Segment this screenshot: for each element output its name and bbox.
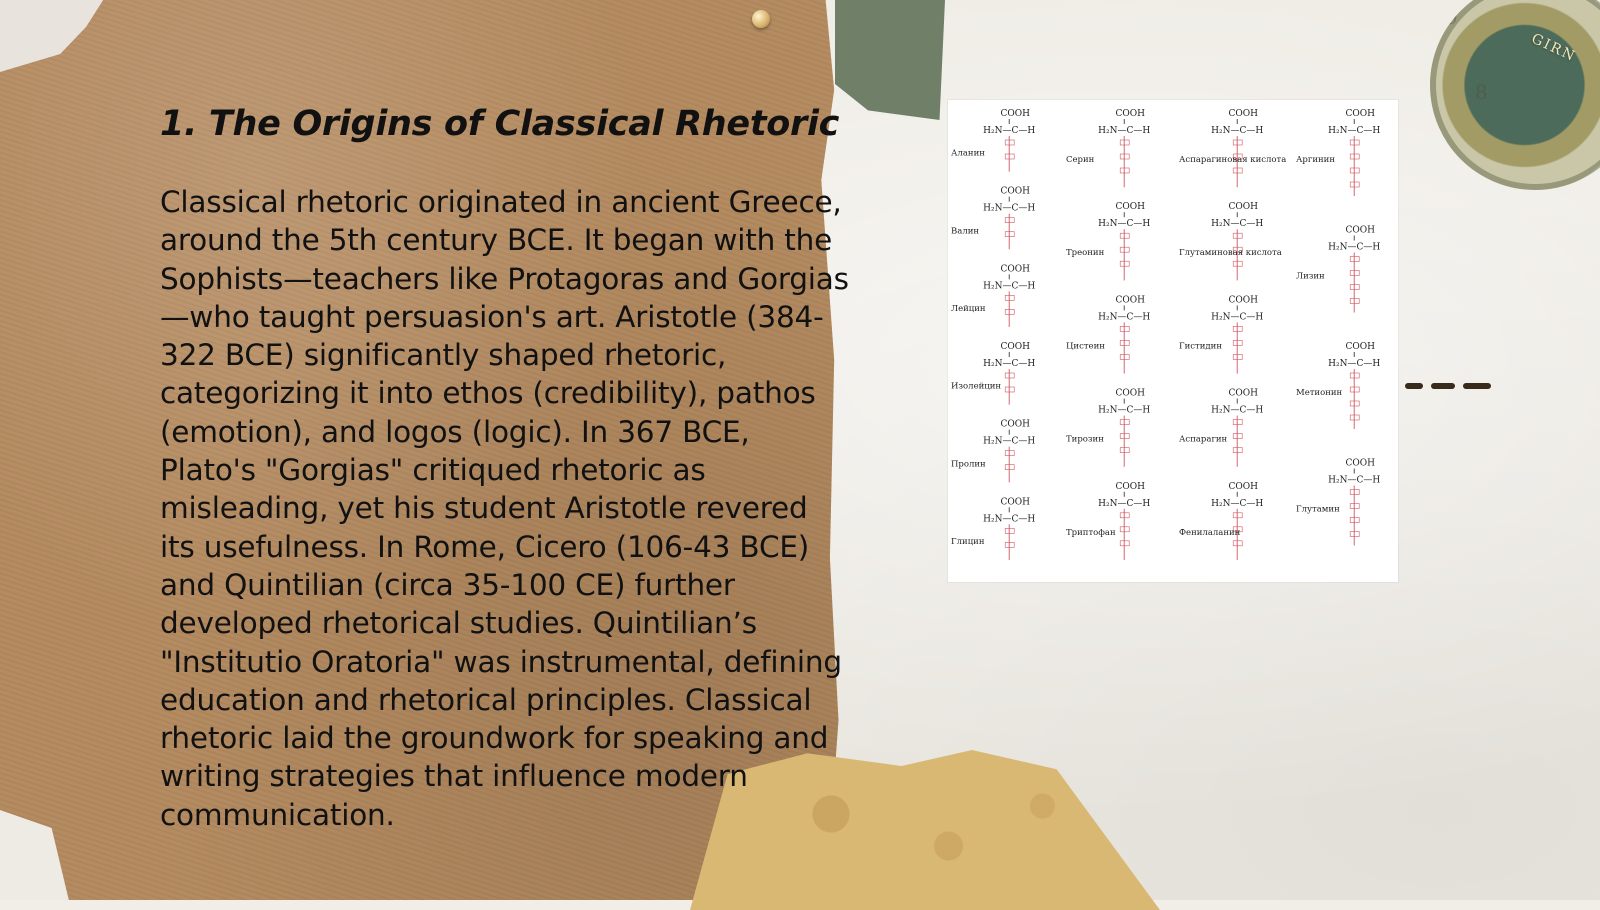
side-chain-group (1005, 387, 1014, 392)
cooh-label: COOH (1000, 419, 1030, 430)
cooh-label: COOH (1000, 342, 1030, 352)
backbone-label: H₂N—C—H (983, 126, 1036, 136)
backbone-label: H₂N—C—H (1211, 219, 1264, 230)
side-chain-group (1005, 309, 1014, 314)
side-chain-group (1233, 541, 1242, 546)
slide-body-text: Classical rhetoric originated in ancient Greece, around the 5th century BCE. It began with the Sophists—teachers like Protagoras and Gorgias—who taught persuasion's art. Aristotle (384-322 BCE) significantly shaped rhetoric, categorizing it into ethos (credibility), pathos (emotion), and logos (logic). In 367 BCE, Plato's "Gorgias" critiqued rhetoric as misleading, yet his student Aristotle revered its usefulness. In Rome, Cicero (106-43 BCE) and Quintilian (circa 35-100 CE) further developed rhetorical studies. Quintilian’s "Institutio Oratoria" was instrumental, defining education and rhetorical principles. Classical rhetoric laid the groundwork for speaking and writing strategies that influence modern communication. (160, 185, 849, 832)
side-chain-group (1350, 285, 1359, 290)
amino-acid-name: Изолейцин (951, 381, 1002, 392)
backbone-label: H₂N—C—H (983, 359, 1036, 369)
seal-number: 9 (1445, 5, 1458, 29)
amino-acid-name: Пролин (951, 459, 986, 470)
side-chain-group (1005, 218, 1014, 223)
side-chain-group (1120, 434, 1129, 439)
amino-acid-name: Глутаминовая кислота (1179, 248, 1282, 259)
backbone-label: H₂N—C—H (1098, 405, 1151, 416)
side-chain-group (1120, 140, 1129, 145)
cooh-label: COOH (1228, 388, 1258, 399)
cooh-label: COOH (1000, 109, 1030, 119)
side-chain-group (1005, 465, 1014, 470)
side-chain-group (1233, 513, 1242, 518)
backbone-label: H₂N—C—H (983, 281, 1036, 292)
side-chain-group (1350, 168, 1359, 173)
amino-acid-name: Серин (1066, 155, 1095, 165)
side-chain-group (1005, 451, 1014, 456)
side-chain-group (1005, 542, 1014, 547)
side-chain-group (1005, 140, 1014, 145)
pushpin-icon (752, 10, 770, 28)
side-chain-group (1350, 504, 1359, 509)
backbone-label: H₂N—C—H (1328, 475, 1381, 486)
amino-acid-name: Глутамин (1296, 504, 1340, 515)
side-chain-group (1350, 154, 1359, 159)
side-chain-group (1350, 271, 1359, 276)
side-chain-group (1350, 532, 1359, 537)
side-chain-group (1005, 528, 1014, 533)
side-chain-group (1233, 140, 1242, 145)
side-chain-group (1233, 354, 1242, 359)
backbone-label: H₂N—C—H (1098, 126, 1151, 136)
amino-acid-name: Аланин (951, 148, 985, 159)
amino-acid-name: Валин (951, 226, 980, 237)
backbone-label: H₂N—C—H (1098, 219, 1151, 230)
cooh-label: COOH (1228, 202, 1258, 213)
backbone-label: H₂N—C—H (1211, 312, 1264, 323)
side-chain-group (1350, 518, 1359, 523)
side-chain-group (1233, 261, 1242, 266)
side-chain-group (1120, 513, 1129, 518)
side-chain-group (1350, 490, 1359, 495)
side-chain-group (1233, 448, 1242, 453)
cooh-label: COOH (1345, 225, 1375, 236)
backbone-label: H₂N—C—H (983, 436, 1036, 447)
cooh-label: COOH (1115, 295, 1145, 306)
seal-number: 8 (1475, 80, 1488, 104)
side-chain-group (1350, 373, 1359, 378)
side-chain-group (1350, 401, 1359, 406)
side-chain-group (1120, 247, 1129, 252)
side-chain-group (1350, 182, 1359, 187)
cooh-label: COOH (1115, 481, 1145, 492)
cooh-label: COOH (1228, 481, 1258, 492)
amino-acid-structures-svg (948, 100, 1398, 582)
side-chain-group (1120, 340, 1129, 345)
side-chain-group (1120, 354, 1129, 359)
amino-acid-structures-figure (948, 100, 1398, 582)
side-chain-group (1120, 527, 1129, 532)
side-chain-group (1120, 168, 1129, 173)
side-chain-group (1350, 415, 1359, 420)
side-chain-group (1233, 340, 1242, 345)
amino-acid-name: Метионин (1296, 388, 1343, 398)
side-chain-group (1350, 257, 1359, 262)
side-chain-group (1120, 420, 1129, 425)
side-chain-group (1120, 541, 1129, 546)
backbone-label: H₂N—C—H (1098, 498, 1151, 509)
backbone-label: H₂N—C—H (1098, 312, 1151, 323)
cooh-label: COOH (1000, 264, 1030, 275)
amino-acid-name: Цистеин (1066, 341, 1105, 352)
backbone-label: H₂N—C—H (983, 514, 1036, 525)
amino-acid-name: Глицин (951, 536, 985, 547)
backbone-label: H₂N—C—H (1328, 126, 1381, 136)
side-chain-group (1233, 326, 1242, 331)
amino-acid-name: Аспарагин (1179, 434, 1228, 445)
amino-acid-name: Триптофан (1066, 527, 1116, 538)
cooh-label: COOH (1115, 388, 1145, 399)
cooh-label: COOH (1000, 186, 1030, 197)
side-chain-group (1233, 233, 1242, 238)
slide-title: 1. The Origins of Classical Rhetoric (160, 104, 840, 144)
side-chain-group (1350, 387, 1359, 392)
cooh-label: COOH (1115, 109, 1145, 119)
seal-text: GIRN (1528, 30, 1579, 66)
side-chain-group (1005, 295, 1014, 300)
backbone-label: H₂N—C—H (1211, 126, 1264, 136)
cooh-label: COOH (1228, 295, 1258, 306)
side-chain-group (1120, 154, 1129, 159)
amino-acid-name: Лизин (1296, 271, 1325, 282)
backbone-label: H₂N—C—H (1328, 242, 1381, 253)
side-chain-group (1005, 232, 1014, 237)
cooh-label: COOH (1345, 458, 1375, 469)
side-chain-group (1233, 420, 1242, 425)
backbone-label: H₂N—C—H (1328, 359, 1381, 369)
backbone-label: H₂N—C—H (1211, 498, 1264, 509)
side-chain-group (1005, 154, 1014, 159)
cooh-label: COOH (1115, 202, 1145, 213)
side-chain-group (1120, 448, 1129, 453)
amino-acid-name: Гистидин (1179, 341, 1222, 352)
side-chain-group (1005, 373, 1014, 378)
amino-acid-name: Треонин (1066, 248, 1105, 259)
backbone-label: H₂N—C—H (983, 203, 1036, 214)
side-chain-group (1120, 326, 1129, 331)
side-chain-group (1233, 168, 1242, 173)
backbone-label: H₂N—C—H (1211, 405, 1264, 416)
amino-acid-name: Аспарагиновая кислота (1179, 155, 1287, 165)
side-chain-group (1350, 299, 1359, 304)
cooh-label: COOH (1345, 342, 1375, 352)
amino-acid-name: Тирозин (1066, 434, 1104, 445)
amino-acid-name: Лейцин (951, 303, 986, 314)
side-chain-group (1233, 434, 1242, 439)
decorative-dashes (1405, 379, 1495, 391)
cooh-label: COOH (1345, 109, 1375, 119)
amino-acid-name: Фенилаланин (1179, 527, 1241, 538)
side-chain-group (1350, 140, 1359, 145)
cooh-label: COOH (1228, 109, 1258, 119)
side-chain-group (1120, 233, 1129, 238)
side-chain-group (1120, 261, 1129, 266)
cooh-label: COOH (1000, 497, 1030, 508)
amino-acid-name: Аргинин (1296, 155, 1335, 165)
